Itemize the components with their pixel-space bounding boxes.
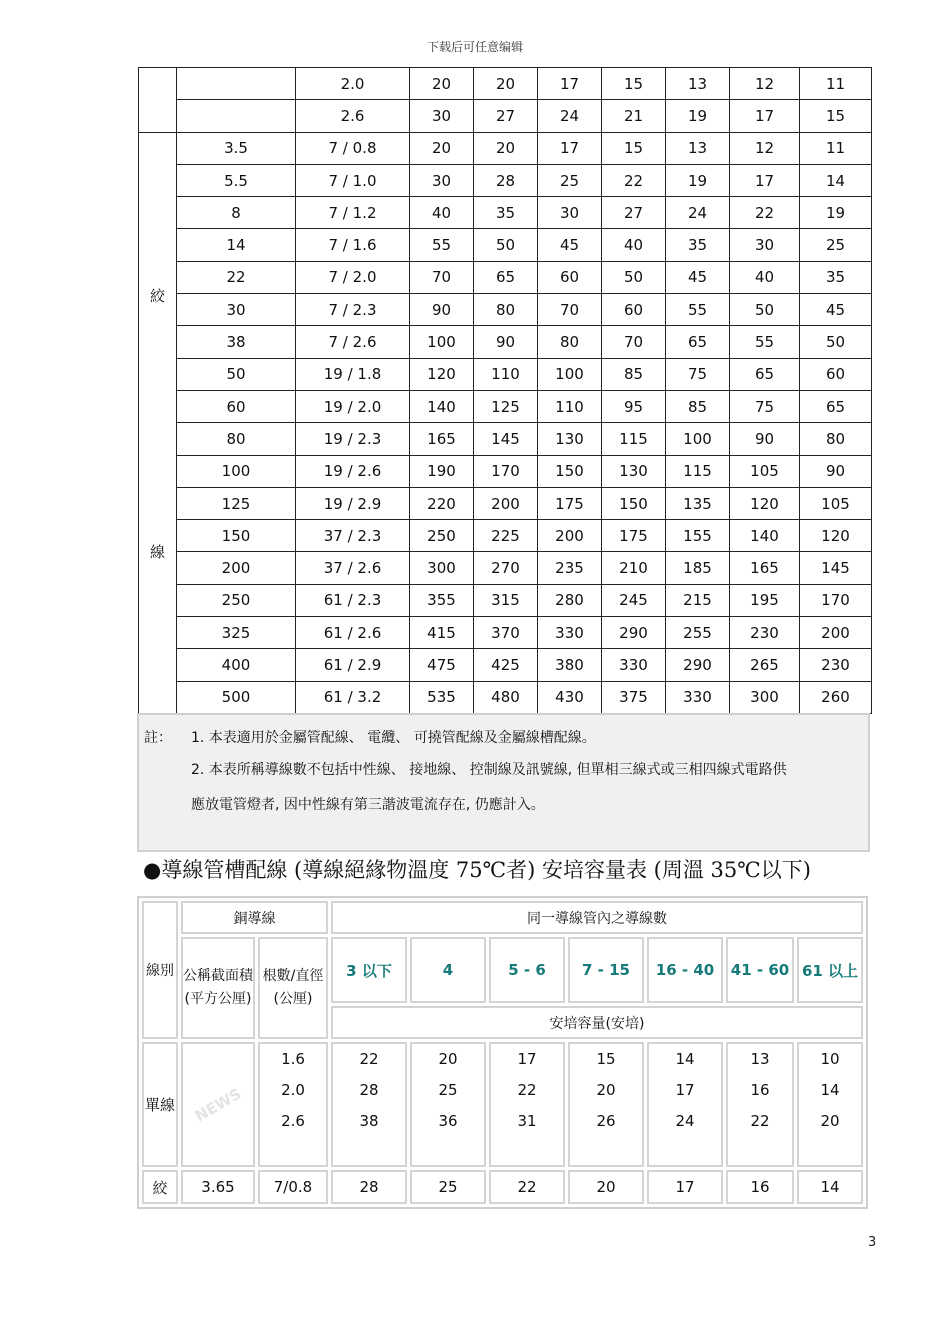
table-cell: 150: [538, 455, 602, 487]
single-values-cell: [797, 1042, 863, 1167]
page-number: 3: [868, 1235, 877, 1250]
table-cell: 60: [177, 390, 296, 422]
ampacity-value: 17: [517, 1050, 537, 1068]
table-cell: 7 / 1.6: [296, 229, 410, 261]
ampacity-value: 22: [517, 1081, 537, 1099]
diameter-value: 2.0: [281, 1081, 305, 1099]
ampacity-value: 16: [750, 1081, 770, 1099]
table-cell: 65: [800, 390, 872, 422]
stranded-row-cell: 20: [568, 1170, 644, 1204]
table-cell: 24: [538, 100, 602, 132]
table-cell: 50: [177, 358, 296, 390]
table-cell: 330: [538, 617, 602, 649]
table-cell: 50: [800, 326, 872, 358]
stranded-row-cell: 7/0.8: [258, 1170, 328, 1204]
conductor-count-header: 7 - 15: [568, 937, 644, 1003]
table-cell: 140: [410, 390, 474, 422]
single-values-cell: [568, 1042, 644, 1167]
table-cell: 65: [730, 358, 800, 390]
table-cell: 165: [410, 423, 474, 455]
table-cell: 65: [666, 326, 730, 358]
stranded-type-cell: [139, 132, 177, 713]
table-row: [139, 197, 872, 229]
table-cell: 230: [730, 617, 800, 649]
table-cell: 20: [410, 132, 474, 164]
table-cell: 50: [730, 294, 800, 326]
table-cell: 200: [800, 617, 872, 649]
table-cell: 20: [410, 68, 474, 100]
single-diameters-cell: [258, 1042, 328, 1167]
table-cell: 500: [177, 681, 296, 713]
ampacity-value: 25: [438, 1081, 458, 1099]
table-cell: 150: [602, 487, 666, 519]
table-cell: 30: [730, 229, 800, 261]
table-cell: 415: [410, 617, 474, 649]
header-copper: 銅導線: [181, 901, 328, 934]
table-cell: 55: [410, 229, 474, 261]
note-line-1: 1. 本表適用於金屬管配線、 電纜、 可撓管配線及金屬線槽配線。: [191, 730, 596, 746]
table-cell: 250: [410, 520, 474, 552]
table-cell: 120: [730, 487, 800, 519]
table-cell: 225: [474, 520, 538, 552]
table-cell: 60: [602, 294, 666, 326]
table-cell: 15: [800, 100, 872, 132]
table-cell: 115: [602, 423, 666, 455]
table-row: [139, 617, 872, 649]
table-cell: 125: [474, 390, 538, 422]
table-cell: 25: [538, 164, 602, 196]
table-cell: 28: [474, 164, 538, 196]
table-row: [139, 326, 872, 358]
table-cell: 315: [474, 584, 538, 616]
table-row: [139, 261, 872, 293]
table-cell: 100: [666, 423, 730, 455]
table-cell: 50: [602, 261, 666, 293]
table-cell: 19 / 2.6: [296, 455, 410, 487]
table-cell: 60: [800, 358, 872, 390]
table-cell: 175: [538, 487, 602, 519]
stranded-row-cell: 3.65: [181, 1170, 255, 1204]
table-cell: 170: [474, 455, 538, 487]
table-cell: 135: [666, 487, 730, 519]
table-row: [139, 649, 872, 681]
table-cell: 190: [410, 455, 474, 487]
conduit-ampacity-table: [137, 896, 868, 1209]
notes-box: [137, 713, 870, 852]
table-cell: 115: [666, 455, 730, 487]
table-row: [139, 455, 872, 487]
table-cell: 30: [538, 197, 602, 229]
table-cell: 210: [602, 552, 666, 584]
single-wire-label: 單線: [142, 1042, 178, 1167]
table-cell: 145: [800, 552, 872, 584]
table-cell: 45: [538, 229, 602, 261]
header-wire-type: 線別: [142, 901, 178, 1039]
table-cell: 80: [800, 423, 872, 455]
table-cell: 7 / 0.8: [296, 132, 410, 164]
single-values-cell: [647, 1042, 723, 1167]
table-cell: 230: [800, 649, 872, 681]
table-cell: 2.6: [296, 100, 410, 132]
table-cell: 325: [177, 617, 296, 649]
table-cell: 280: [538, 584, 602, 616]
table-cell: 30: [410, 164, 474, 196]
diameter-value: 2.6: [281, 1112, 305, 1130]
table-cell: 290: [602, 617, 666, 649]
table-cell: 200: [177, 552, 296, 584]
table-row: [139, 520, 872, 552]
conductor-count-header: 41 - 60: [726, 937, 794, 1003]
table-cell: 7 / 1.2: [296, 197, 410, 229]
ampacity-value: 26: [596, 1112, 616, 1130]
table-cell: 17: [730, 164, 800, 196]
table-cell: 85: [602, 358, 666, 390]
table-cell: 120: [800, 520, 872, 552]
table-cell: 11: [800, 132, 872, 164]
table-cell: 260: [800, 681, 872, 713]
table-row: [139, 132, 872, 164]
table-cell: 35: [800, 261, 872, 293]
table-cell: 185: [666, 552, 730, 584]
table-cell: 165: [730, 552, 800, 584]
single-values-cell: [331, 1042, 407, 1167]
table-cell: 300: [730, 681, 800, 713]
table-cell: 50: [474, 229, 538, 261]
table-cell: 5.5: [177, 164, 296, 196]
header-note: 下载后可任意编辑: [426, 40, 523, 54]
table-cell: 19 / 1.8: [296, 358, 410, 390]
table-cell: 270: [474, 552, 538, 584]
table-cell: 105: [800, 487, 872, 519]
table-cell: 55: [730, 326, 800, 358]
table-cell: 330: [602, 649, 666, 681]
table-cell: 40: [602, 229, 666, 261]
table-cell: 37 / 2.6: [296, 552, 410, 584]
table-row: [139, 584, 872, 616]
ampacity-value: 14: [675, 1050, 695, 1068]
header-strands-diameter: 根數/直徑 (公厘): [258, 937, 328, 1039]
single-values-cell: [726, 1042, 794, 1167]
table-cell: 150: [177, 520, 296, 552]
table-cell: 37 / 2.3: [296, 520, 410, 552]
ampacity-value: 10: [820, 1050, 840, 1068]
table-cell: 170: [800, 584, 872, 616]
single-values-cell: [489, 1042, 565, 1167]
table-cell: 480: [474, 681, 538, 713]
table-cell: 65: [474, 261, 538, 293]
table-cell: 475: [410, 649, 474, 681]
table-cell: 200: [538, 520, 602, 552]
table-cell: 38: [177, 326, 296, 358]
table-cell: 20: [474, 68, 538, 100]
header-nominal-area: 公稱截面積 (平方公厘): [181, 937, 255, 1039]
ampacity-value: 31: [517, 1112, 537, 1130]
table-cell: 85: [666, 390, 730, 422]
notes-label: 註：: [144, 730, 172, 746]
ampacity-value: 24: [675, 1112, 695, 1130]
note-line-3: 應放電管燈者, 因中性線有第三諧波電流存在, 仍應計入。: [191, 797, 545, 813]
table-cell: 125: [177, 487, 296, 519]
table-cell: 7 / 2.3: [296, 294, 410, 326]
table-cell: 40: [410, 197, 474, 229]
table-cell: 130: [602, 455, 666, 487]
conductor-count-header: 4: [410, 937, 486, 1003]
table-cell: 17: [730, 100, 800, 132]
table-cell: 255: [666, 617, 730, 649]
table-row: [139, 229, 872, 261]
table-cell: 22: [177, 261, 296, 293]
stranded-label-1: 絞: [149, 286, 165, 305]
table-cell: 14: [177, 229, 296, 261]
table-row: [139, 552, 872, 584]
table-cell: 7 / 1.0: [296, 164, 410, 196]
single-values-cell: [410, 1042, 486, 1167]
conductor-count-header: 5 - 6: [489, 937, 565, 1003]
table-cell: 80: [538, 326, 602, 358]
table-row: [139, 294, 872, 326]
diameter-value: 1.6: [281, 1050, 305, 1068]
table-cell: 19: [800, 197, 872, 229]
ampacity-value: 38: [359, 1112, 379, 1130]
ampacity-value: 22: [359, 1050, 379, 1068]
table-cell: 400: [177, 649, 296, 681]
table-cell: 90: [800, 455, 872, 487]
table-cell: 120: [410, 358, 474, 390]
table-cell: 215: [666, 584, 730, 616]
table-cell: 15: [602, 68, 666, 100]
table-cell: 20: [474, 132, 538, 164]
table-cell: 75: [730, 390, 800, 422]
table-cell: 105: [730, 455, 800, 487]
table-cell: 13: [666, 68, 730, 100]
table-cell: 70: [602, 326, 666, 358]
table-cell: [177, 100, 296, 132]
header-ampacity: 安培容量(安培): [331, 1006, 863, 1039]
header-conductor-count: 同一導線管內之導線數: [331, 901, 863, 934]
table-cell: 380: [538, 649, 602, 681]
ampacity-value: 15: [596, 1050, 616, 1068]
type-cell-blank: [139, 68, 177, 133]
table-row: [139, 487, 872, 519]
ampacity-value: 20: [438, 1050, 458, 1068]
table-cell: 110: [538, 390, 602, 422]
table-cell: 70: [410, 261, 474, 293]
table-cell: 195: [730, 584, 800, 616]
table-cell: 3.5: [177, 132, 296, 164]
table-cell: 55: [666, 294, 730, 326]
stranded-row-cell: 14: [797, 1170, 863, 1204]
table-cell: 13: [666, 132, 730, 164]
table-cell: 100: [177, 455, 296, 487]
table-cell: 15: [602, 132, 666, 164]
stranded-label-2: 線: [149, 542, 165, 561]
table-cell: 21: [602, 100, 666, 132]
table-cell: 30: [410, 100, 474, 132]
ampacity-value: 28: [359, 1081, 379, 1099]
table-cell: 145: [474, 423, 538, 455]
table-cell: 35: [666, 229, 730, 261]
table-cell: 235: [538, 552, 602, 584]
conductor-count-header: 61 以上: [797, 937, 863, 1003]
table-cell: 12: [730, 68, 800, 100]
table-cell: 90: [410, 294, 474, 326]
table-cell: 250: [177, 584, 296, 616]
table-row: [139, 681, 872, 713]
table-cell: 40: [730, 261, 800, 293]
table-cell: 45: [666, 261, 730, 293]
table-cell: 27: [602, 197, 666, 229]
table-cell: 19 / 2.9: [296, 487, 410, 519]
table-cell: 330: [666, 681, 730, 713]
table-cell: 100: [410, 326, 474, 358]
table-cell: 430: [538, 681, 602, 713]
table-cell: 90: [474, 326, 538, 358]
table-row: [139, 390, 872, 422]
table-cell: 300: [410, 552, 474, 584]
table-cell: 100: [538, 358, 602, 390]
table-cell: 61 / 2.9: [296, 649, 410, 681]
stranded-row-cell: 絞: [142, 1170, 178, 1204]
table-cell: 375: [602, 681, 666, 713]
table-cell: 370: [474, 617, 538, 649]
table-cell: 61 / 3.2: [296, 681, 410, 713]
table-cell: 110: [474, 358, 538, 390]
table-cell: [177, 68, 296, 100]
table-cell: 61 / 2.3: [296, 584, 410, 616]
table-cell: 75: [666, 358, 730, 390]
table-cell: 245: [602, 584, 666, 616]
conductor-count-header: 16 - 40: [647, 937, 723, 1003]
section-title: ●導線管槽配線 (導線絕緣物溫度 75℃者) 安培容量表 (周溫 35℃以下): [143, 858, 811, 882]
stranded-row-cell: 28: [331, 1170, 407, 1204]
ampacity-value: 20: [820, 1112, 840, 1130]
table-cell: 27: [474, 100, 538, 132]
table-cell: 290: [666, 649, 730, 681]
ampacity-value: 13: [750, 1050, 770, 1068]
ampacity-value: 36: [438, 1112, 458, 1130]
table-cell: 95: [602, 390, 666, 422]
table-cell: 19 / 2.3: [296, 423, 410, 455]
table-cell: 19: [666, 100, 730, 132]
table-cell: 12: [730, 132, 800, 164]
table-cell: 80: [177, 423, 296, 455]
table-cell: 70: [538, 294, 602, 326]
table-cell: 45: [800, 294, 872, 326]
table-cell: 7 / 2.6: [296, 326, 410, 358]
table-cell: 265: [730, 649, 800, 681]
table-cell: 7 / 2.0: [296, 261, 410, 293]
table-cell: 19 / 2.0: [296, 390, 410, 422]
table-cell: 60: [538, 261, 602, 293]
table-cell: 80: [474, 294, 538, 326]
table-cell: 22: [730, 197, 800, 229]
table-cell: 19: [666, 164, 730, 196]
table-row: [139, 164, 872, 196]
table-cell: 2.0: [296, 68, 410, 100]
table-cell: 14: [800, 164, 872, 196]
table-cell: 11: [800, 68, 872, 100]
table-cell: 535: [410, 681, 474, 713]
table-cell: 61 / 2.6: [296, 617, 410, 649]
table-cell: 155: [666, 520, 730, 552]
table-row: [139, 423, 872, 455]
ampacity-value: 20: [596, 1081, 616, 1099]
table-cell: 175: [602, 520, 666, 552]
stranded-row-cell: 25: [410, 1170, 486, 1204]
table-cell: 17: [538, 68, 602, 100]
table-cell: 22: [602, 164, 666, 196]
ampacity-table-continued: [138, 67, 872, 714]
stranded-row-cell: 17: [647, 1170, 723, 1204]
table-cell: 140: [730, 520, 800, 552]
conductor-count-header: 3 以下: [331, 937, 407, 1003]
table-cell: 24: [666, 197, 730, 229]
table-cell: 25: [800, 229, 872, 261]
table-row: [139, 100, 872, 132]
note-line-2: 2. 本表所稱導線數不包括中性線、 接地線、 控制線及訊號線, 但單相三線式或三相四線式電路供: [191, 762, 787, 778]
news-watermark: NEWS: [191, 1084, 245, 1125]
table-cell: 220: [410, 487, 474, 519]
stranded-row-cell: 16: [726, 1170, 794, 1204]
table-cell: 30: [177, 294, 296, 326]
table-cell: 8: [177, 197, 296, 229]
table-row: [139, 68, 872, 100]
table-cell: 425: [474, 649, 538, 681]
table-cell: 355: [410, 584, 474, 616]
ampacity-value: 14: [820, 1081, 840, 1099]
ampacity-value: 22: [750, 1112, 770, 1130]
table-cell: 35: [474, 197, 538, 229]
table-cell: 130: [538, 423, 602, 455]
table-cell: 90: [730, 423, 800, 455]
table-cell: 200: [474, 487, 538, 519]
watermark-cell: [181, 1042, 255, 1167]
table-cell: 17: [538, 132, 602, 164]
stranded-row-cell: 22: [489, 1170, 565, 1204]
table-row: [139, 358, 872, 390]
ampacity-value: 17: [675, 1081, 695, 1099]
